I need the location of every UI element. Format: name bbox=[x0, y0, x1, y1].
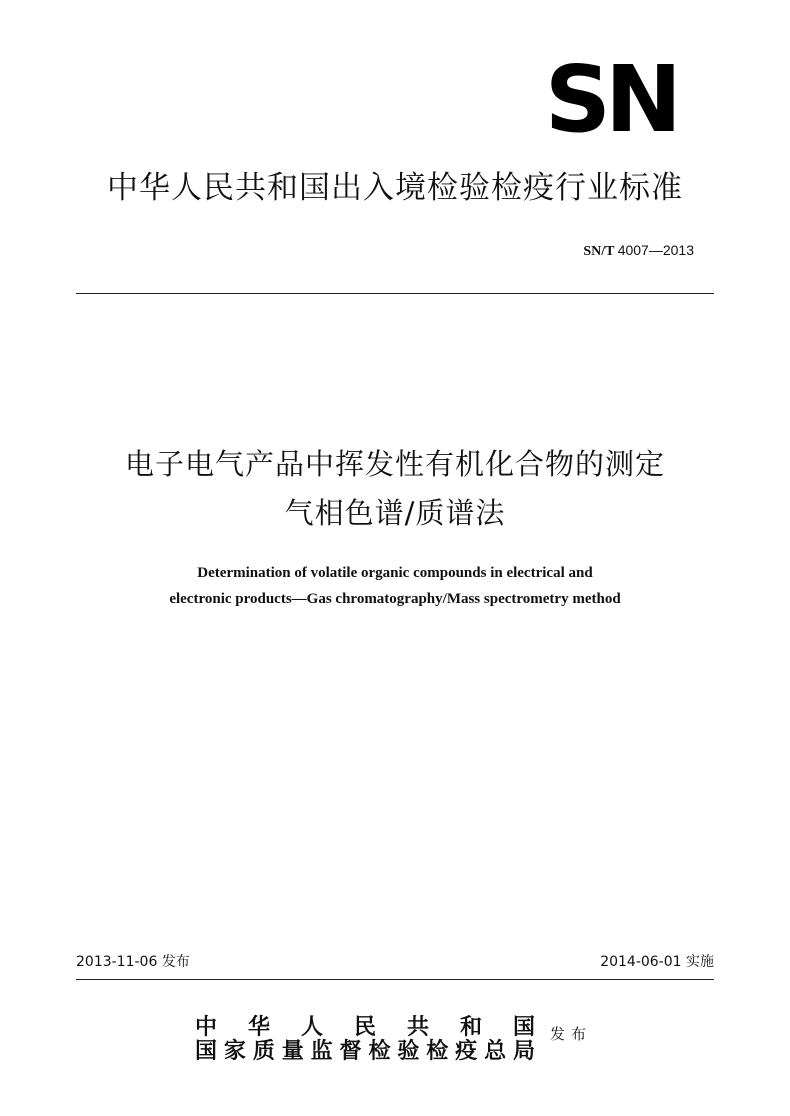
standard-number bbox=[583, 240, 694, 262]
standard-prefix: SN/T bbox=[583, 244, 615, 259]
title-en-line2: electronic products—Gas chromatography/Mass spectrometry method bbox=[169, 591, 621, 607]
publisher-line1: 中华人民共和国 bbox=[195, 1014, 535, 1040]
org-title: 中华人民共和国出入境检验检疫行业标准 bbox=[107, 170, 683, 206]
bottom-divider bbox=[76, 979, 714, 980]
top-divider bbox=[76, 293, 714, 294]
publisher-line2: 国家质量监督检验检疫总局 bbox=[195, 1038, 535, 1064]
title-cn-line2: 气相色谱/质谱法 bbox=[284, 496, 506, 530]
issue-date: 2013-11-06 发布 bbox=[76, 954, 190, 970]
title-en-line1: Determination of volatile organic compounds in electrical and bbox=[197, 565, 593, 581]
sn-logo: SN bbox=[544, 46, 676, 153]
publisher-suffix: 发布 bbox=[550, 1025, 593, 1043]
standard-code: 4007—2013 bbox=[617, 242, 694, 258]
implement-date: 2014-06-01 实施 bbox=[600, 954, 714, 970]
title-cn-line1: 电子电气产品中挥发性有机化合物的测定 bbox=[124, 447, 665, 481]
